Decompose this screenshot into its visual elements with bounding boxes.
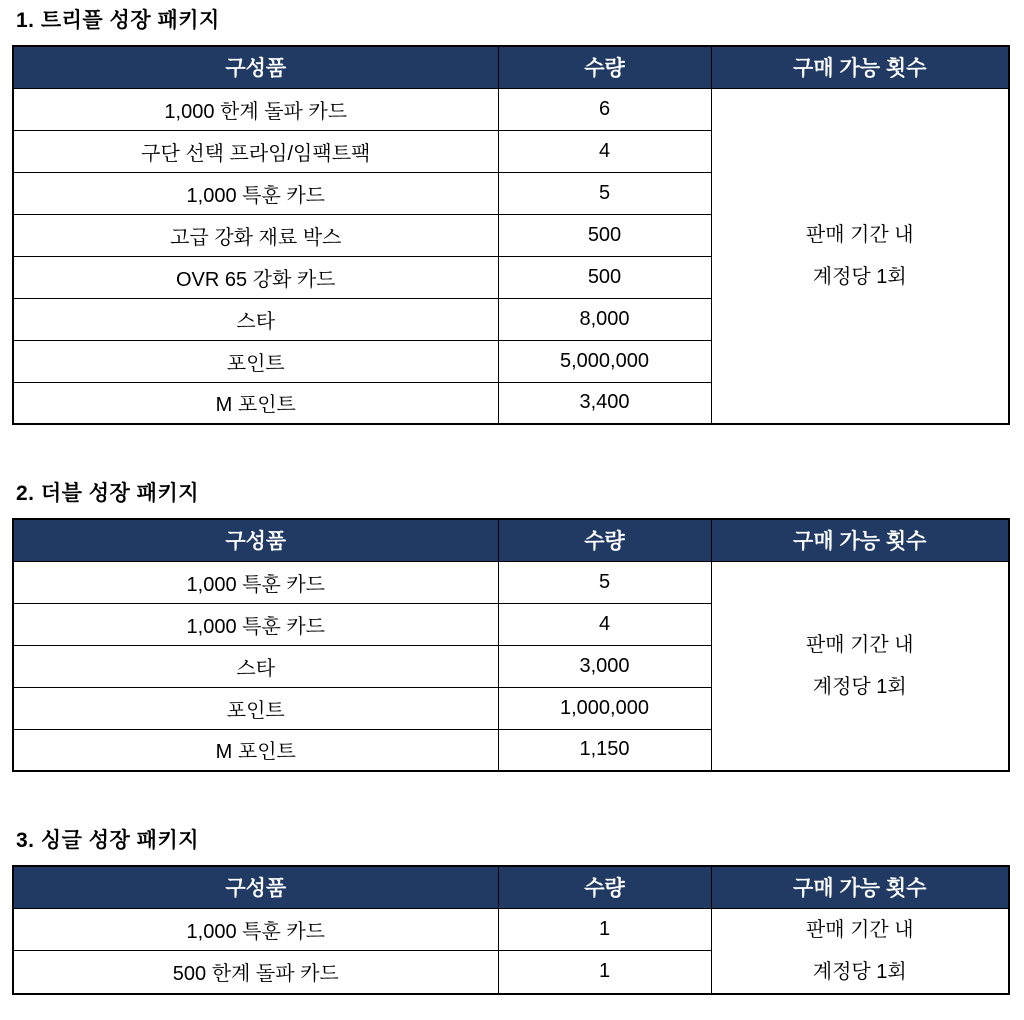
section-title-1: 1. 트리플 성장 패키지 xyxy=(16,9,220,32)
quantity-cell: 5 xyxy=(498,172,711,214)
column-header-purchase-limit: 구매 가능 횟수 xyxy=(711,519,1009,561)
column-header-item: 구성품 xyxy=(13,46,498,88)
quantity-cell: 3,000 xyxy=(498,645,711,687)
quantity-cell: 8,000 xyxy=(498,298,711,340)
purchase-limit-line-2: 계정당 1회 xyxy=(812,960,907,983)
item-cell: 포인트 xyxy=(13,340,498,382)
item-cell: 1,000 특훈 카드 xyxy=(13,908,498,951)
quantity-cell: 500 xyxy=(498,256,711,298)
item-cell: 500 한계 돌파 카드 xyxy=(13,951,498,994)
package-section-1 xyxy=(12,8,1008,425)
item-cell: 스타 xyxy=(13,645,498,687)
quantity-cell: 4 xyxy=(498,130,711,172)
quantity-cell: 1 xyxy=(498,908,711,951)
quantity-cell: 5 xyxy=(498,561,711,603)
item-cell: M 포인트 xyxy=(13,382,498,424)
item-cell: 1,000 특훈 카드 xyxy=(13,561,498,603)
quantity-cell: 4 xyxy=(498,603,711,645)
column-header-quantity: 수량 xyxy=(498,866,711,908)
item-cell: 1,000 특훈 카드 xyxy=(13,172,498,214)
column-header-purchase-limit: 구매 가능 횟수 xyxy=(711,866,1009,908)
section-title-2: 2. 더블 성장 패키지 xyxy=(16,482,200,505)
quantity-cell: 5,000,000 xyxy=(498,340,711,382)
item-cell: 구단 선택 프라임/임팩트팩 xyxy=(13,130,498,172)
table-row xyxy=(13,908,1009,951)
item-cell: 고급 강화 재료 박스 xyxy=(13,214,498,256)
table-row xyxy=(13,561,1009,603)
package-section-3 xyxy=(12,828,1008,995)
item-cell: 포인트 xyxy=(13,687,498,729)
item-cell: OVR 65 강화 카드 xyxy=(13,256,498,298)
package-table-1 xyxy=(12,45,1010,425)
package-table-3 xyxy=(12,865,1010,995)
column-header-quantity: 수량 xyxy=(498,519,711,561)
package-section-2 xyxy=(12,481,1008,772)
purchase-limit-cell xyxy=(711,561,1009,771)
section-title-3: 3. 싱글 성장 패키지 xyxy=(16,829,200,852)
quantity-cell: 1 xyxy=(498,951,711,994)
purchase-limit-line-1: 판매 기간 내 xyxy=(805,633,914,656)
purchase-limit-line-2: 계정당 1회 xyxy=(812,675,907,698)
purchase-limit-line-1: 판매 기간 내 xyxy=(805,918,914,941)
column-header-item: 구성품 xyxy=(13,866,498,908)
quantity-cell: 1,000,000 xyxy=(498,687,711,729)
purchase-limit-cell xyxy=(711,88,1009,424)
purchase-limit-line-2: 계정당 1회 xyxy=(812,265,907,288)
header-row xyxy=(13,46,1009,88)
item-cell: M 포인트 xyxy=(13,729,498,771)
quantity-cell: 6 xyxy=(498,88,711,130)
table-row xyxy=(13,88,1009,130)
purchase-limit-cell xyxy=(711,908,1009,994)
header-row xyxy=(13,866,1009,908)
purchase-limit-line-1: 판매 기간 내 xyxy=(805,223,914,246)
package-table-2 xyxy=(12,518,1010,772)
item-cell: 스타 xyxy=(13,298,498,340)
package-tables-container xyxy=(12,8,1008,995)
item-cell: 1,000 특훈 카드 xyxy=(13,603,498,645)
quantity-cell: 3,400 xyxy=(498,382,711,424)
quantity-cell: 500 xyxy=(498,214,711,256)
column-header-purchase-limit: 구매 가능 횟수 xyxy=(711,46,1009,88)
header-row xyxy=(13,519,1009,561)
item-cell: 1,000 한계 돌파 카드 xyxy=(13,88,498,130)
column-header-quantity: 수량 xyxy=(498,46,711,88)
quantity-cell: 1,150 xyxy=(498,729,711,771)
column-header-item: 구성품 xyxy=(13,519,498,561)
